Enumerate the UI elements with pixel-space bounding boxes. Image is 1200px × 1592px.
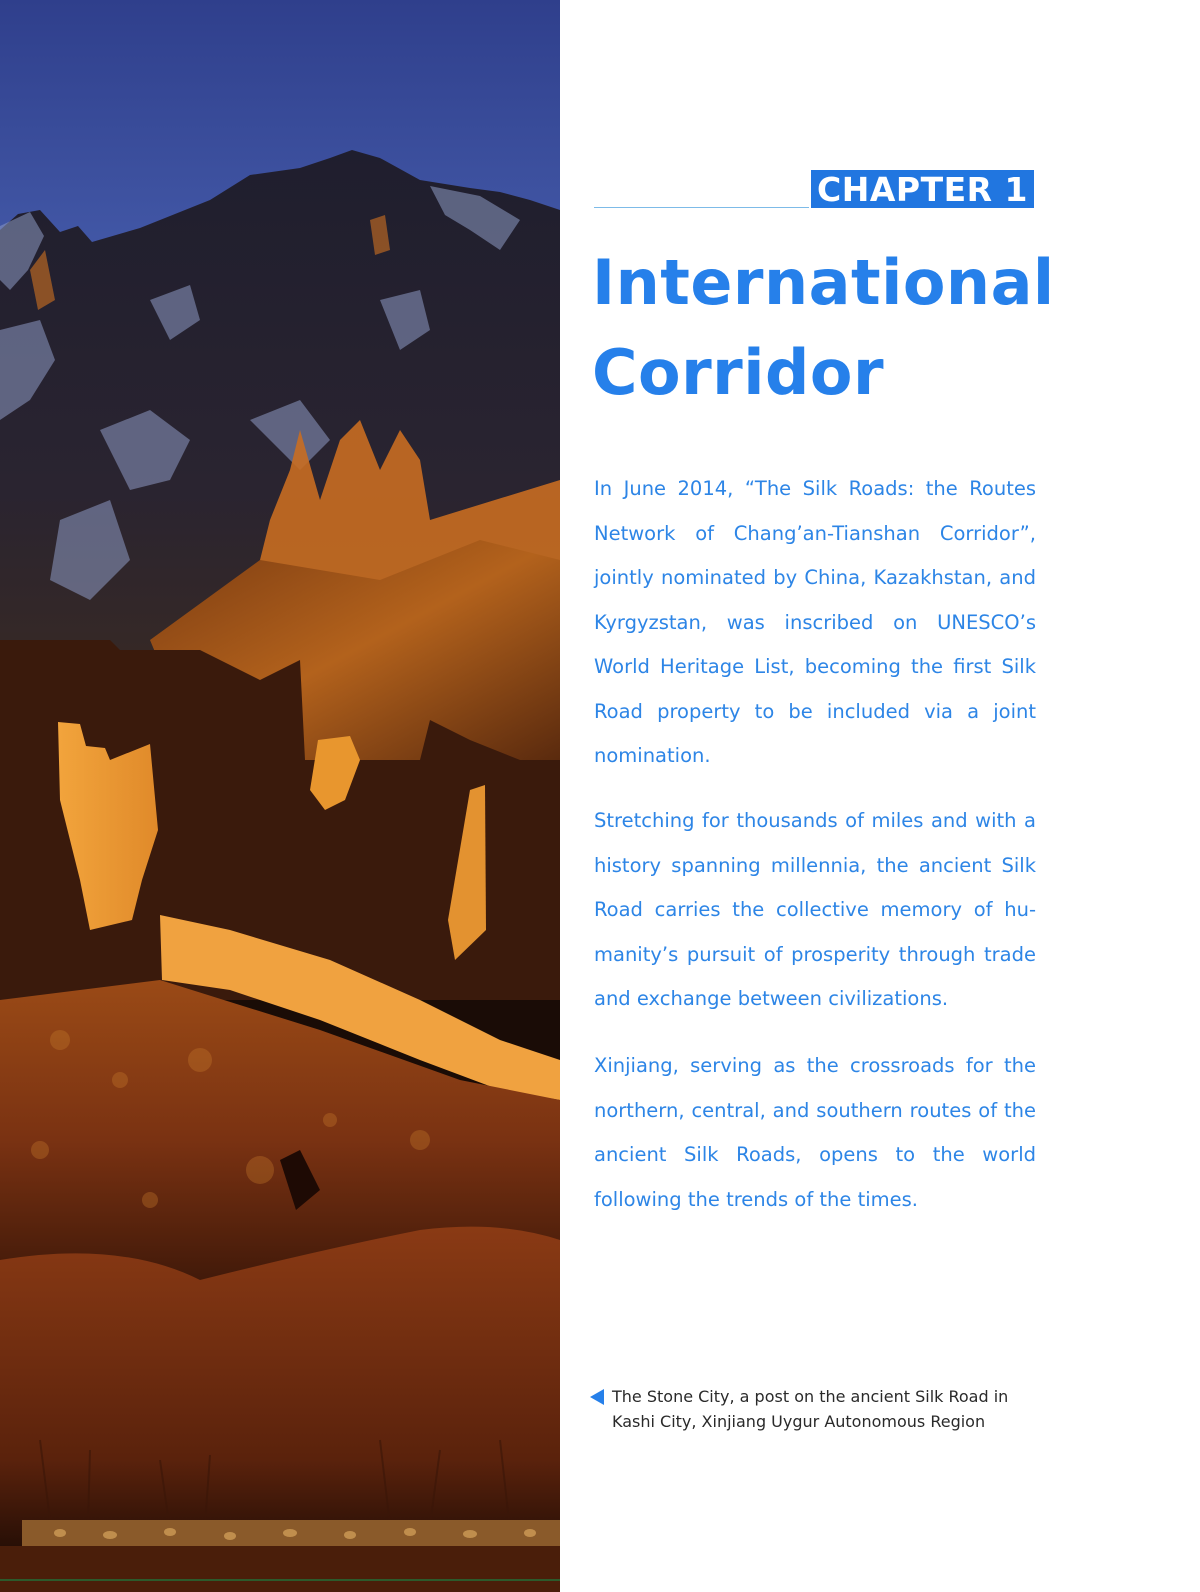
chapter-title-line2: Corridor [592,336,885,409]
body-paragraph-3: Xinjiang, serving as the crossroads for the northern, central, and southern routes of the ancient Silk Roads, opens to the world following the trends of the times. [594,1054,1036,1211]
stone-city-photo [0,0,560,1592]
chapter-title-line1: International [592,246,1055,319]
left-triangle-icon [590,1389,604,1405]
caption-line2: Kashi City, Xinjiang Uygur Autonomous Region [612,1412,986,1431]
caption-text [612,1384,1008,1434]
chapter-title [592,238,1055,418]
caption-line1: The Stone City, a post on the ancient Silk Road in [612,1387,1009,1406]
body-paragraph-1: In June 2014, “The Silk Roads: the Routes Network of Chang’an-Tianshan Corridor”, jointly nominated by China, Kazakhstan, and Kyrgyzstan, was inscribed on UNESCO’s World Heritage List, becoming the first Silk Road property to be included via a joint nomination. [594,477,1036,767]
photo-illustration [0,0,560,1592]
chapter-label: CHAPTER 1 [811,170,1034,208]
chapter-header [594,170,1034,210]
body-paragraph-2: Stretching for thousands of miles and with a history spanning millennia, the ancient Silk Road carries the collective memory of hu-manity’s pursuit of prosperity through trade and exchange between civilizations. [594,809,1036,1010]
photo-caption [590,1384,1030,1434]
chapter-rule-divider [594,207,809,208]
